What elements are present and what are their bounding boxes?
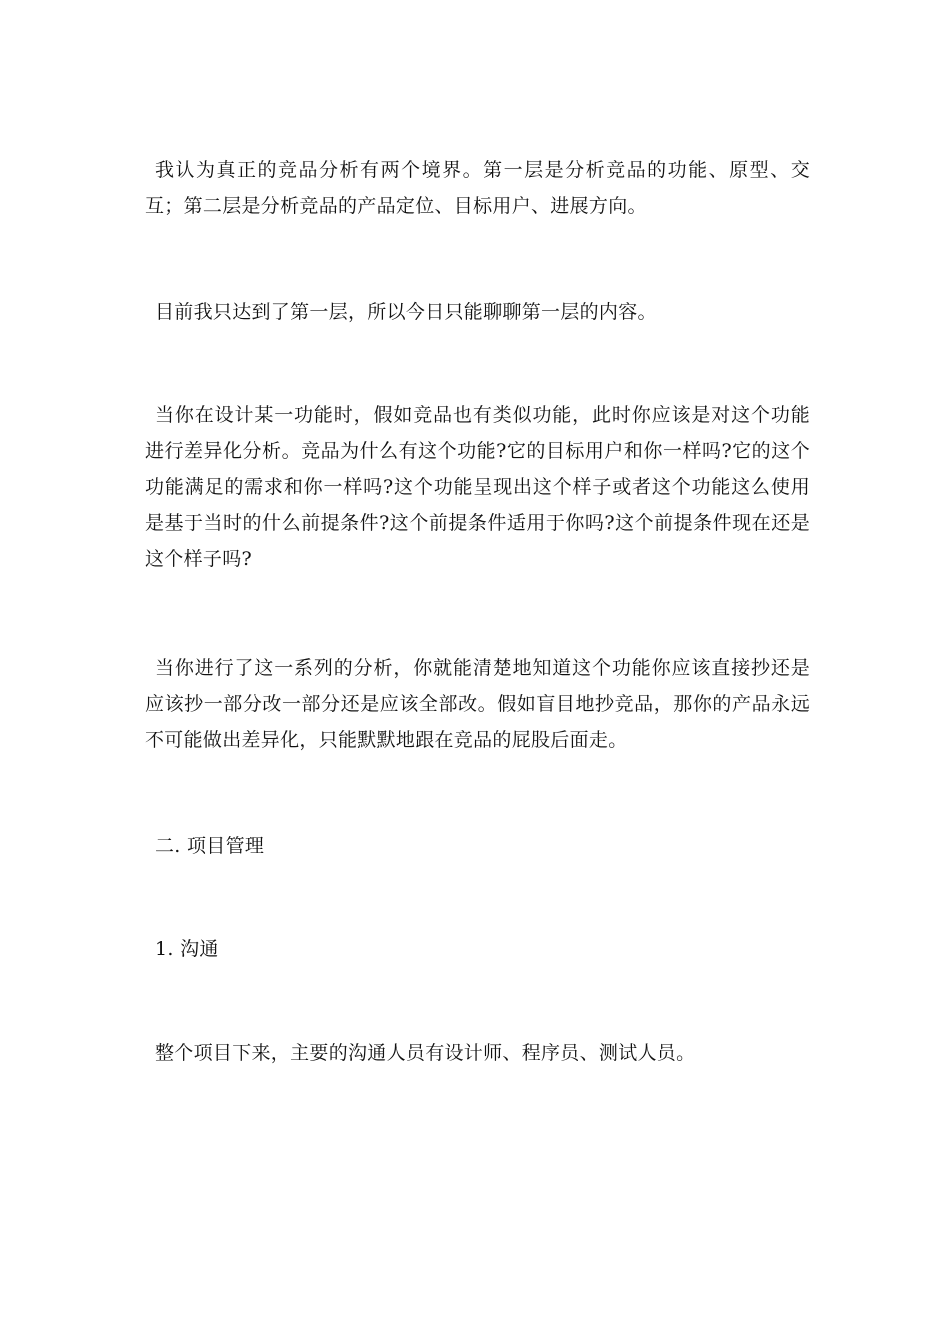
paragraph-first-level-focus: 目前我只达到了第一层，所以今日只能聊聊第一层的内容。 — [155, 301, 657, 323]
paragraph-competitive-analysis-levels: 我认为真正的竞品分析有两个境界。第一层是分析竞品的功能、原型、交互；第二层是分析竞品的产品定位、目标用户、进展方向。 — [145, 159, 810, 217]
paragraph-differentiation-analysis: 当你在设计某一功能时，假如竞品也有类似功能，此时你应该是对这个功能进行差异化分析。竞品为什么有这个功能?它的目标用户和你一样吗?它的这个功能满足的需求和你一样吗?这个功能呈现出这个样子或者这个功能这么使用是基于当时的什么前提条件?这个前提条件适用于你吗?这个前提条件现在还是这个样子吗? — [145, 404, 810, 570]
section-heading-project-management: 二. 项目管理 — [155, 835, 265, 857]
subsection-heading-communication: 1. 沟通 — [155, 938, 219, 960]
paragraph-communication-people: 整个项目下来，主要的沟通人员有设计师、程序员、测试人员。 — [155, 1042, 696, 1064]
paragraph-analysis-outcome: 当你进行了这一系列的分析，你就能清楚地知道这个功能你应该直接抄还是应该抄一部分改一部分还是应该全部改。假如盲目地抄竞品，那你的产品永远不可能做出差异化，只能默默地跟在竞品的屁股后面走。 — [145, 657, 810, 751]
